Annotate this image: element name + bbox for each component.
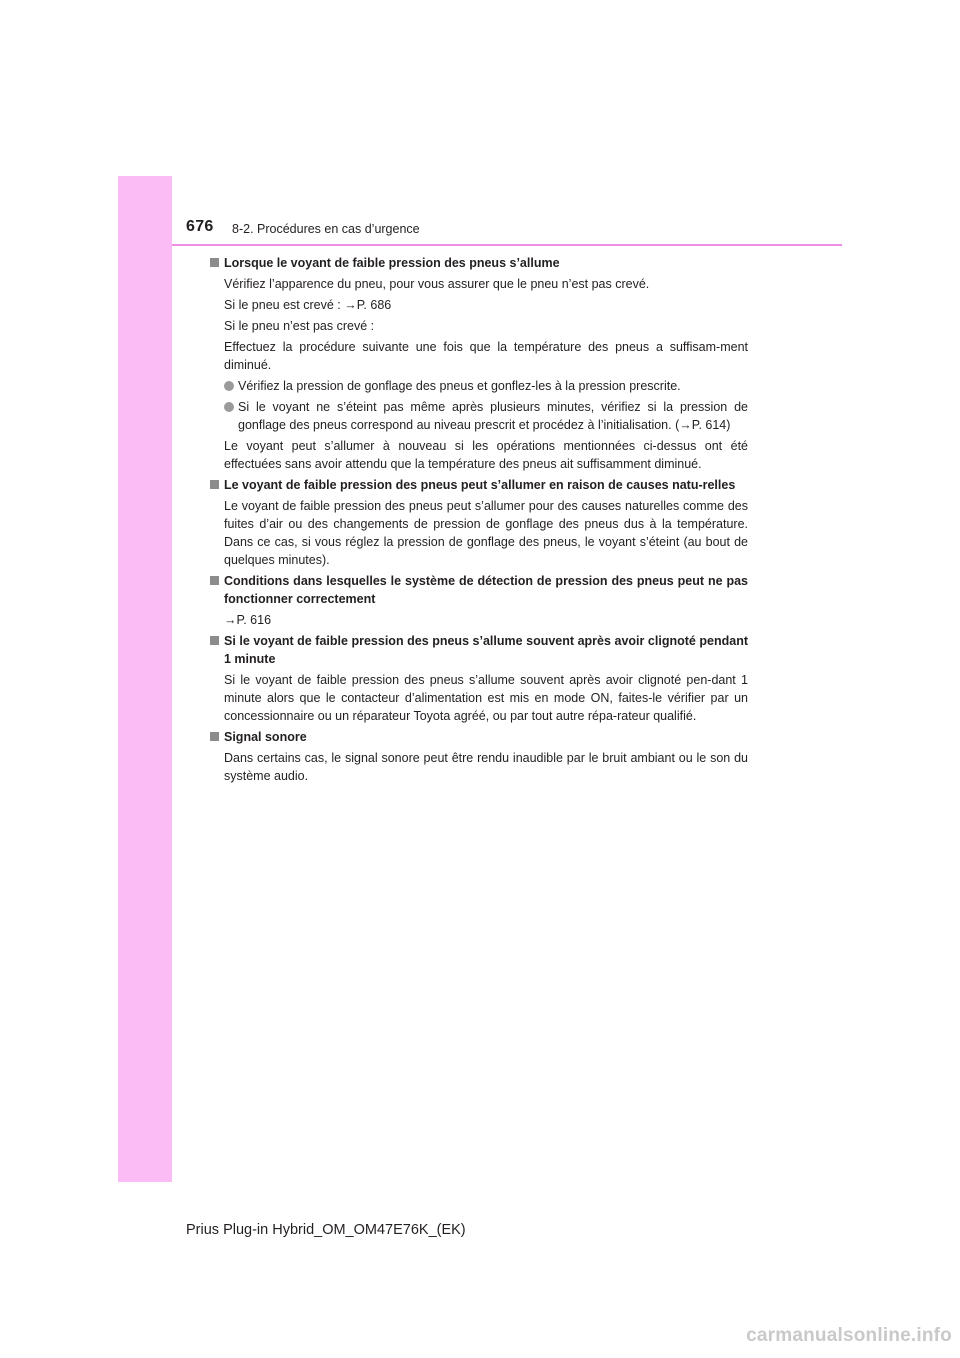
- header-divider: [172, 244, 842, 246]
- heading-text: Le voyant de faible pression des pneus peut s’allumer en raison de causes natu-relles: [224, 478, 736, 492]
- paragraph: Vérifiez l’apparence du pneu, pour vous assurer que le pneu n’est pas crevé.: [224, 277, 650, 291]
- page-content: [208, 254, 748, 788]
- paragraph: Le voyant peut s’allumer à nouveau si les opérations mentionnées ci-dessus ont été effectuées sans avoir attendu que la température des pneus ait suffisamment diminué.: [224, 439, 748, 471]
- paragraph-page-reference: Si le pneu est crevé : →P. 686: [224, 298, 392, 312]
- heading-text: Lorsque le voyant de faible pression des pneus s’allume: [224, 256, 560, 270]
- list-item-text: Vérifiez la pression de gonflage des pneus et gonflez-les à la pression prescrite.: [238, 379, 681, 393]
- circle-bullet-icon: [224, 402, 234, 412]
- list-item: [224, 398, 748, 434]
- page-number: 676: [186, 218, 214, 235]
- footer-manual-id: Prius Plug-in Hybrid_OM_OM47E76K_(EK): [186, 1222, 466, 1238]
- list-item-text: Si le voyant ne s’éteint pas même après plusieurs minutes, vérifiez si la pression de gonflage des pneus correspond au niveau prescrit et procédez à l’initialisation. (→P. 614): [238, 400, 748, 432]
- section-heading: [208, 632, 748, 668]
- paragraph: Effectuez la procédure suivante une fois que la température des pneus a suffisam-ment diminué.: [224, 340, 748, 372]
- list-item: [224, 377, 748, 395]
- paragraph: Le voyant de faible pression des pneus peut s’allumer pour des causes naturelles comme des fuites d’air ou des changements de pression de gonflage des pneus dus à la température. Dans ce cas, si vous réglez la pression de gonflage des pneus, le voyant s’éteint (au bout de quelques minutes).: [224, 499, 748, 567]
- square-bullet-icon: [210, 732, 219, 741]
- square-bullet-icon: [210, 480, 219, 489]
- square-bullet-icon: [210, 576, 219, 585]
- section-heading: [208, 728, 748, 746]
- section-heading: [208, 254, 748, 272]
- watermark: carmanualsonline.info: [746, 1325, 952, 1346]
- heading-text: Signal sonore: [224, 730, 307, 744]
- section-heading: [208, 476, 748, 494]
- circle-bullet-icon: [224, 381, 234, 391]
- paragraph: Si le voyant de faible pression des pneus s’allume souvent après avoir clignoté pen-dant 1 minute alors que le contacteur d’alimentation est mis en mode ON, faites-le vérifier par un concessionnaire ou un réparateur Toyota agréé, ou par tout autre répa-rateur qualifié.: [224, 673, 748, 723]
- square-bullet-icon: [210, 258, 219, 267]
- side-tab-band: [118, 176, 172, 1182]
- heading-text: Conditions dans lesquelles le système de détection de pression des pneus peut ne pas fonctionner correctement: [224, 574, 748, 606]
- paragraph: Dans certains cas, le signal sonore peut être rendu inaudible par le bruit ambiant ou le son du système audio.: [224, 751, 748, 783]
- paragraph-page-reference: →P. 616: [224, 613, 272, 627]
- paragraph: Si le pneu n’est pas crevé :: [224, 319, 375, 333]
- square-bullet-icon: [210, 636, 219, 645]
- section-heading: [208, 572, 748, 608]
- heading-text: Si le voyant de faible pression des pneus s’allume souvent après avoir clignoté pendant 1 minute: [224, 634, 748, 666]
- section-title: 8-2. Procédures en cas d’urgence: [232, 222, 420, 236]
